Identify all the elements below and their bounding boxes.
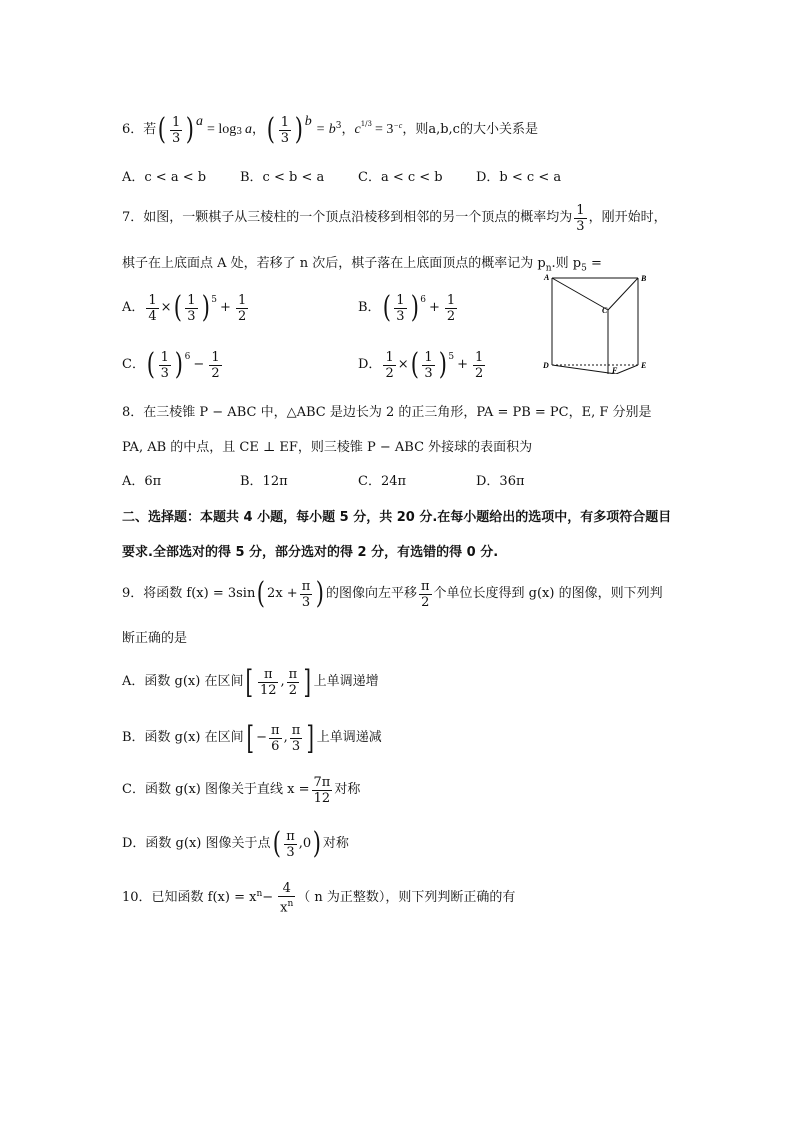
prism-figure-overlay [540,270,660,374]
q7-frac: $\frac{1}{3}$ [576,202,585,234]
question-7-line-1: 7．如图，一颗棋子从三棱柱的一个顶点沿棱移到相邻的另一个顶点的概率均为 $\frac{1}{3}$ ，刚开始时， [122,202,667,234]
q6-frac-1: $\frac{1}{3}$ [172,114,181,146]
q8-option-c: C．24π [358,474,407,489]
q7-option-a: A． $\frac{1}{4}$ × ( $\frac{1}{3}$ ) $^5$ + $\frac{1}{2}$ [122,290,247,325]
q8-option-a: A．6π [122,474,162,489]
question-8-line-2: PA, AB 的中点，且 CE ⊥ EF，则三棱锥 P − ABC 外接球的表面积为 [122,440,533,455]
label-F: F [612,366,618,374]
label-C: C [602,306,608,315]
label-B: B [641,274,647,283]
q6-option-c: C．a < c < b [358,170,443,185]
q6-log: = log [207,122,237,137]
label-D: D [543,361,549,370]
label-A: A [544,273,550,282]
q6-tail: ，则a,b,c的大小关系是 [402,122,538,137]
question-10: 10．已知函数 f(x) = x $^n$ − $\frac{4}{x^n}$ （ n 为正整数），则下列判断正确的有 [122,880,516,916]
q9-option-a: A．函数 g(x) 在区间 [ $\frac{\pi}{12}$ , $\frac{\pi}{2}$ ] 上单调递增 [122,663,379,701]
section-2-heading-line-1: 二、选择题：本题共 4 小题，每小题 5 分，共 20 分.在每小题给出的选项中，有多项符合题目 [122,510,672,525]
q8-option-d: D．36π [476,474,525,489]
q9-option-d: D．函数 g(x) 图像关于点 ( $\frac{\pi}{3}$ ,0 ) 对称 [122,826,349,861]
question-7-line-2: 棋子在上底面点 A 处，若移了 n 次后，棋子落在上底面顶点的概率记为 $p_n$.则 $p_5$ = [122,256,602,274]
q7-option-c: C． ( $\frac{1}{3}$ ) $^6$ − $\frac{1}{2}$ [122,347,220,382]
question-9-line-1: 9．将函数 f(x) = 3sin ( 2x + $\frac{\pi}{3}$ ) 的图像向左平移 $\frac{\pi}{2}$ 个单位长度得到 g(x) 的图像，则下列判 [122,576,663,611]
q6-option-b: B．c < b < a [240,170,325,185]
q6-ruo: 若 [143,122,157,137]
label-E: E [641,361,647,370]
q9-option-b: B．函数 g(x) 在区间 [ − $\frac{\pi}{6}$ , $\frac{\pi}{3}$ ] 上单调递减 [122,719,382,757]
q6-option-a: A．c < a < b [122,170,207,185]
q7-option-d: D． $\frac{1}{2}$ × ( $\frac{1}{3}$ ) $^5$ + $\frac{1}{2}$ [358,347,484,382]
q6-number: 6． [122,122,144,137]
question-9-line-2: 断正确的是 [122,631,188,646]
question-8-line-1: 8．在三棱锥 P − ABC 中，△ABC 是边长为 2 的正三角形，PA = PB = PC，E, F 分别是 [122,405,652,420]
q8-option-b: B．12π [240,474,288,489]
question-6: 6． 若 ( $\frac{1}{3}$ ) a = log 3 a ， ( $\frac{1}{3}$ ) b = b $^3$ ， c $^{1/3}$ = 3 $^{-c}$ ，则a,b,c的大小关系是 [122,112,538,147]
q7-option-b: B． ( $\frac{1}{3}$ ) $^6$ + $\frac{1}{2}$ [358,290,456,325]
q6-frac-2: $\frac{1}{3}$ [280,114,290,146]
q6-option-d: D．b < c < a [476,170,562,185]
q6-exp-a: a [196,114,204,129]
section-2-heading-line-2: 要求.全部选对的得 5 分，部分选对的得 2 分，有选错的得 0 分. [122,545,499,560]
q6-exp-b: b [304,114,312,129]
q9-option-c: C．函数 g(x) 图像关于直线 x = $\frac{7\pi}{12}$ 对称 [122,774,361,806]
